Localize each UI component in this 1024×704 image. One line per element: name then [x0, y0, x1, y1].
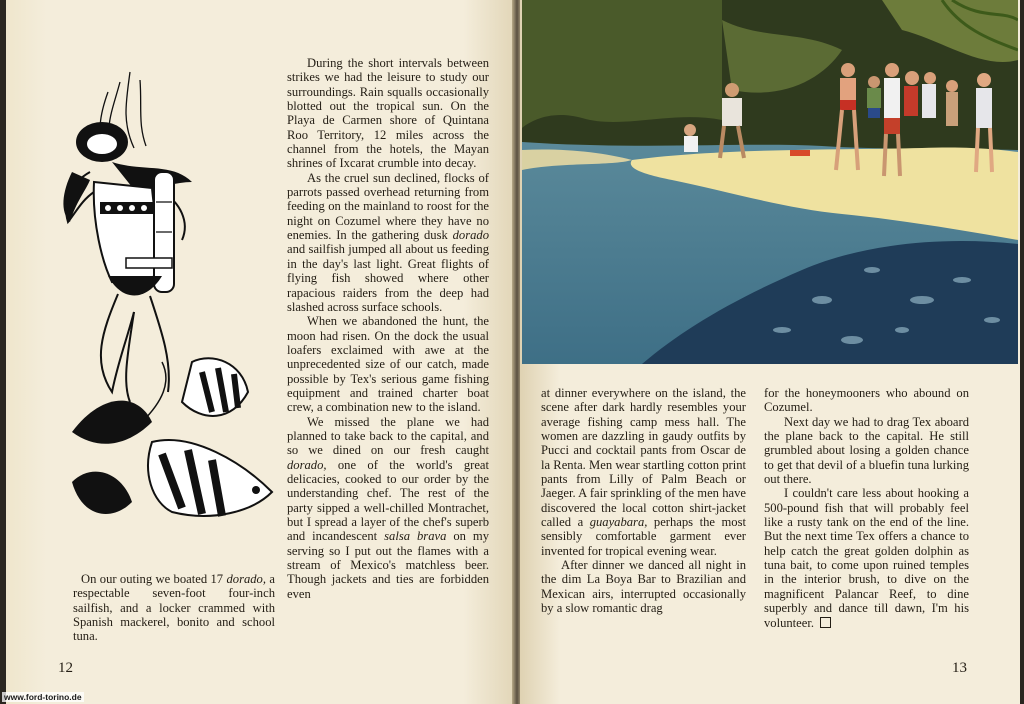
text-run: perhaps the most sensibly comfortable garment ever invented for tropical evening wear. [541, 515, 746, 558]
text-run: We missed the plane we had planned to take back to the capital, and so we dined on our fresh caught [287, 414, 489, 458]
caption-text-1: On our outing we boated 17 [81, 572, 227, 586]
end-of-article-mark [820, 617, 831, 628]
diver-illustration [42, 62, 282, 542]
right-text-column-2 [764, 386, 969, 630]
text-run: on my serving so I put out the flames with a stream of Mexico's matchless beer. Though jackets and ties are forbidden even [287, 529, 489, 601]
text-run: one of the world's great delicacies, cooked to our order by the understanding chef. The rest of the party sipped a well-chilled Montrachet, but I spread a layer of the chef's superb and incandescent [287, 457, 489, 544]
right-text-column-1 [541, 386, 746, 616]
text-run: I couldn't care less about hooking a 500-pound fish that will probably feel like a rusty tank on the end of the line. But the next time Tex offers a chance to help catch the great golden dolphin as tuna bait, to come upon ruined temples in the interior brush, to dive on the magnificent Palancar Reef, to dine superbly and dance till dawn, I'm his volunteer. [764, 486, 969, 630]
text-run: and sailfish jumped all about us feeding in the day's last light. Great flights of flying fish showed where other rapacious raiders from the deep had slashed across surface schools. [287, 242, 489, 314]
caption-text-3: a respectable seven-foot four-inch sailfish, and a locker crammed with Spanish mackerel, bonito and school tuna. [73, 572, 275, 644]
paragraph: Next day we had to drag Tex aboard the plane back to the capital. He still grumbled about losing a golden chance to get that devil of a bluefin tuna lurking out there. [764, 414, 969, 487]
text-run-italic: dorado [452, 228, 489, 243]
paragraph: When we abandoned the hunt, the moon had risen. On the dock the usual loafers exclaimed with awe at the unprecedented size of our catch, made possible by Tex's serious game fishing equipment and trained charter boat crew, a combination new to the island. [287, 314, 489, 415]
caption-text-2: dorado, [226, 572, 267, 586]
left-caption [73, 572, 275, 644]
paragraph: During the short intervals between strikes we had the leisure to study our surroundings. Rain squalls occasionally blotted out the tropical sun. On the Playa de Carmen shore of Quintana Roo Territory, 12 miles across the channel from the hotels, the Mayan shrines of Ixcarat crumble into decay. [287, 56, 489, 171]
text-run: at dinner everywhere on the island, the scene after dark hardly resembles your average fishing camp mess hall. The women are dazzling in gaudy outfits by Pucci and cocktail pants from Oscar de la Renta. Men wear startling cotton print pants from Lilly of Palm Beach or Jaeger. A fair sprinkling of the men have discovered the local cotton shirt-jacket called a [541, 386, 746, 530]
text-run: As the cruel sun declined, flocks of parrots passed overhead returning from feeding on the mainland to roost for the night on Cozumel where they have no enemies. In the gathering dusk [287, 170, 489, 243]
left-page [6, 0, 514, 704]
watermark: www.ford-torino.de [4, 692, 82, 702]
caption-paragraph [73, 572, 275, 644]
page-number-left: 12 [58, 660, 73, 676]
paragraph: for the honeymooners who abound on Cozumel. [764, 386, 969, 415]
page-number-right: 13 [952, 660, 967, 676]
paragraph [541, 386, 746, 558]
beach-painting-svg [522, 0, 1018, 364]
paragraph [764, 486, 969, 629]
left-text-column [287, 56, 489, 601]
beach-painting [522, 0, 1018, 364]
paragraph: After dinner we danced all night in the dim La Boya Bar to Brazilian and Mexican airs, interrupted occasionally by a slow romantic drag [541, 558, 746, 616]
right-page [520, 0, 1020, 704]
text-run-italic: guayabara, [589, 515, 648, 530]
text-run-italic: dorado, [287, 457, 327, 472]
text-run-italic: salsa brava [384, 529, 447, 544]
paragraph [287, 415, 489, 601]
diver-drawing-svg [42, 62, 282, 542]
paragraph [287, 171, 489, 314]
